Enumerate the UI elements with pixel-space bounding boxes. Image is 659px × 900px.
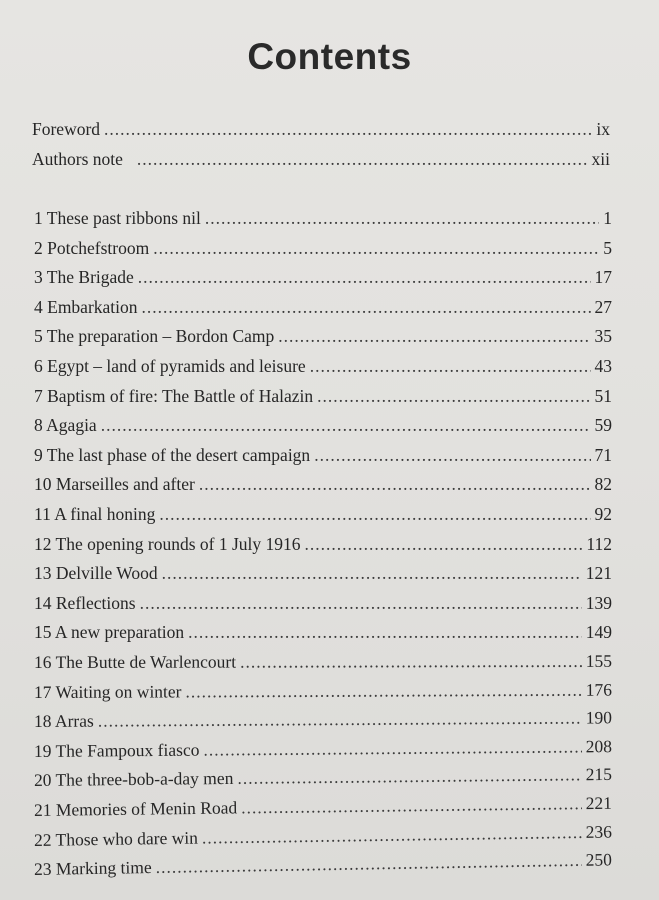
toc-entry-label: 14 Reflections (34, 592, 136, 613)
toc-entry-chapter (34, 620, 612, 644)
toc-entry-page: 236 (585, 821, 613, 842)
toc-entry-chapter (34, 734, 612, 763)
dot-leader (205, 206, 599, 230)
toc-entry-label: 13 Delville Wood (34, 563, 158, 584)
dot-leader (104, 117, 592, 141)
toc-entry-page: 121 (585, 563, 612, 584)
page-title: Contents (247, 36, 412, 77)
toc-entry-label: 18 Arras (33, 710, 94, 732)
toc-entry-chapter (34, 324, 612, 348)
dot-leader (162, 561, 582, 585)
toc-entry-foreword (32, 117, 610, 141)
toc-entry-page: 27 (594, 296, 612, 317)
toc-entry-label: 2 Potchefstroom (34, 237, 150, 258)
dot-leader (314, 443, 590, 467)
toc-entry-chapter (34, 649, 612, 674)
dot-leader (310, 354, 591, 378)
toc-entry-page: 92 (594, 504, 612, 524)
dot-leader (203, 734, 582, 761)
toc-entry-chapter (34, 502, 612, 526)
toc-entry-page: 71 (594, 444, 612, 465)
toc-entry-page: 190 (585, 707, 613, 728)
toc-entry-label: 7 Baptism of fire: The Battle of Halazin (34, 385, 314, 406)
toc-entry-label: 6 Egypt – land of pyramids and leisure (34, 356, 306, 376)
toc-entry-authors-note (32, 147, 610, 171)
toc-entry-label: 17 Waiting on winter (33, 680, 182, 702)
dot-leader (137, 147, 588, 171)
toc-entry-chapter (34, 791, 612, 822)
dot-leader (140, 591, 582, 615)
dot-leader (241, 791, 582, 819)
toc-entry-page: xii (591, 149, 610, 169)
toc-entry-page: 176 (585, 679, 613, 700)
toc-entry-chapter (34, 354, 612, 378)
toc-entry-page: 139 (585, 592, 612, 613)
toc-entry-chapter (34, 384, 612, 408)
toc-entry-page: 1 (603, 208, 612, 228)
toc-entry-page: 82 (594, 474, 612, 495)
toc-entry-chapter (34, 762, 612, 792)
toc-entry-chapter (34, 819, 612, 851)
toc-entry-label: 15 A new preparation (34, 622, 185, 643)
toc-entry-page: ix (596, 119, 610, 139)
toc-entry-chapter (34, 265, 612, 289)
dot-leader (278, 324, 590, 348)
toc-entry-page: 112 (586, 533, 612, 554)
toc-entry-label: 12 The opening rounds of 1 July 1916 (34, 533, 301, 554)
toc-entry-label: 9 The last phase of the desert campaign (34, 444, 311, 465)
toc-entry-label: 8 Agagia (34, 415, 97, 436)
dot-leader (153, 236, 599, 260)
dot-leader (142, 295, 591, 319)
toc-entry-label: 1 These past ribbons nil (34, 208, 201, 228)
toc-entry-chapter (34, 236, 612, 260)
dot-leader (155, 848, 581, 879)
dot-leader (159, 502, 590, 526)
dot-leader (240, 649, 582, 674)
toc-entry-chapter (34, 848, 612, 882)
toc-entry-page: 215 (585, 764, 613, 785)
dot-leader (185, 677, 581, 703)
toc-entry-label: 4 Embarkation (34, 296, 138, 317)
toc-entry-page: 35 (594, 326, 612, 347)
toc-entry-page: 17 (594, 267, 612, 288)
dot-leader (138, 265, 591, 289)
toc-entry-chapter (34, 472, 612, 496)
dot-leader (202, 820, 582, 850)
toc-entry-label: 21 Memories of Menin Road (33, 797, 238, 820)
toc-entry-chapter (34, 706, 612, 734)
toc-entry-label: 3 The Brigade (34, 267, 134, 288)
dot-leader (237, 763, 582, 791)
toc-entry-page: 250 (585, 849, 613, 870)
toc-entry-chapter (34, 561, 612, 585)
toc-entry-label: 10 Marseilles and after (34, 474, 195, 495)
toc-entry-label: 16 The Butte de Warlencourt (33, 651, 237, 672)
toc-entry-chapter (34, 413, 612, 437)
toc-entry-label: 5 The preparation – Bordon Camp (34, 326, 275, 347)
toc-entry-page: 208 (585, 735, 613, 757)
toc-entry-label: 22 Those who dare win (33, 827, 199, 850)
toc-entry-page: 51 (594, 385, 612, 406)
toc-entry-page: 149 (585, 622, 612, 643)
dot-leader (188, 620, 582, 644)
toc-entry-chapter (34, 443, 612, 467)
toc-entry-page: 155 (585, 650, 613, 671)
toc-entry-label: Authors note (32, 149, 123, 169)
toc-entry-label: 19 The Fampoux fiasco (33, 739, 200, 761)
toc-entry-label: 20 The three-bob-a-day men (33, 768, 234, 791)
toc-entry-label: Foreword (32, 119, 101, 139)
dot-leader (98, 706, 582, 733)
toc-entry-label: 23 Marking time (33, 857, 152, 880)
dot-leader (101, 413, 591, 437)
toc-entry-page: 221 (585, 792, 613, 814)
dot-leader (199, 472, 591, 496)
toc-entry-page: 43 (594, 356, 612, 376)
toc-entry-chapter (34, 591, 612, 615)
dot-leader (317, 384, 590, 408)
toc-entry-page: 5 (603, 237, 612, 258)
toc-entry-chapter (34, 677, 612, 703)
toc-entry-page: 59 (594, 415, 612, 436)
toc-entry-chapter (34, 295, 612, 319)
dot-leader (305, 532, 583, 556)
toc-entry-chapter (34, 532, 612, 556)
toc-entry-chapter (34, 206, 612, 230)
toc-entry-label: 11 A final honing (34, 504, 156, 524)
